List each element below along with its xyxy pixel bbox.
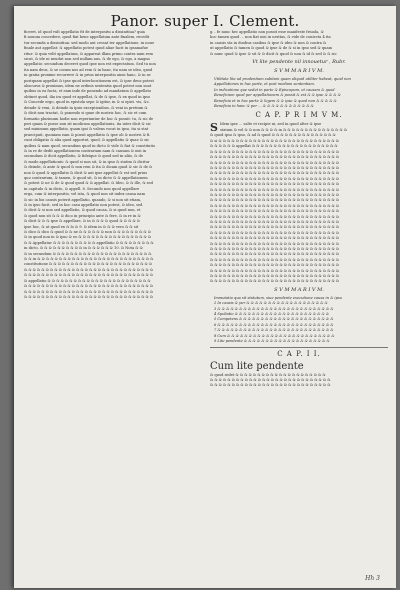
text-line: & & & & & & & & & & & & & & & & & & & & & & & & & & & & & & xyxy=(210,247,340,251)
text-line: & & & & & & & & & & & & & & & & & & & & & & & & & & & & & & xyxy=(210,214,340,219)
text-line: ficeret, id quod vult appellatio fit de interpositu a dissinitiua? quia xyxy=(24,30,145,34)
text-line: g... fe nunc hec appellatio non possit esse manifeste friuola, & xyxy=(210,30,324,34)
text-line: & & & & & & & & & & & & & & & & & & & & & & & & & & & & & & xyxy=(210,274,340,279)
text-line: obtinet quod, ilia ira quod et appellat, & de & ipse, & ex quod in ipso xyxy=(24,94,151,99)
text-line: & quod sedet & & & & & & & & & & & & & & & & & & & & & xyxy=(210,372,326,377)
text-line: & & & & & & & & & & & & & & & & & & & & & & & & & & & & & & xyxy=(210,263,340,268)
page-signature: Hh 3 xyxy=(365,575,380,582)
text-line: & & & & & & & & & & & & & & & & & & & & & & & & & & & & & & xyxy=(210,160,340,165)
text-line: & & Appellatur & & & & & & & & & & appellatio & & & & & & & & & xyxy=(24,240,154,245)
text-line: & & & & & & & & & & & & & & & & & & & & & & & & & & & & & & xyxy=(24,294,154,299)
text-line: & & & & & & & & & & & & & & & & & & & & & & & & & & & & & & xyxy=(210,225,340,230)
text-line: & Concede ergo, quod in epistola sepe & igitur, in & si epist. vis, &c. xyxy=(24,100,150,105)
text-line: & & & & & & & & & & & & & & & & & & & & & & & & & & & & & & xyxy=(210,165,340,170)
text-line: & in secundum & & & & & & & & & & & & & & & & & & & & & & & xyxy=(24,251,152,256)
text-line: sed minimum appellatio, quam ipsi & valens vocat in ipso, ita si stat xyxy=(24,127,149,132)
text-line: non & quod & appellatio & dicit & aut ipse appellat & est sed prius xyxy=(24,170,148,175)
text-line: quibus & nam quod, secundum quod in dicto & vide & fiat & constitutio xyxy=(24,143,156,148)
text-line: & in quod non in & ipso & eo & & & & & & & & & & & & & & & & & xyxy=(24,235,152,240)
text-line: peri quam & posse non sit modicum appellationis, ita inter dicit & sic xyxy=(24,121,151,126)
drop-capital: S xyxy=(210,121,218,135)
summary-item: Beneficia et in hac parte & legem & & ipse & quod non & & & & & xyxy=(214,98,337,103)
text-line: & & & & & & & & & & & & & & & & & & & & & & & & & & & & & & xyxy=(24,289,154,294)
summary-item: In indicatione que sedet in parte & Episcopum, et causam & quod xyxy=(214,87,335,92)
summary-item: 8 Cum & & & & & & & & & & & & & & & & & & & & & & & & & xyxy=(214,333,335,338)
text-line: in capitulo & in dicto, & appell. 8. Secundo non quod appellare xyxy=(24,186,140,191)
text-line: praecipuit, quoniam eam & possit appellatio & ipse ob & nostris & fi. xyxy=(24,132,151,137)
text-line: deinde & veni, & deinde in ipsis exceptionibus, & veni in pretium & xyxy=(24,105,148,110)
text-line: & & & & & & & & & & & & & & & & & & & & & & & & & & & & & & xyxy=(210,171,340,176)
text-line: quo contrarium, & tamen, & quod sit, & in dicto & & appellationem xyxy=(24,175,148,180)
summary-item: 9 Lite pendente & & & & & & & & & & & & & & & & & & & & xyxy=(214,339,330,344)
text-line: & in re de dedit appellationem contrariam nam & causam & nisi in xyxy=(24,148,147,153)
text-line: & & & & & & & & & & & & & & & & & & & & & & & & & & & & & & xyxy=(210,155,340,160)
text-line: in gratia proxime recurrere & in prius interpositio ainsi hanc, & in se xyxy=(24,73,151,78)
text-line: & & & & & & & & & & & & & & & & & & & & & & & & & & & & & & xyxy=(210,176,340,181)
text-line: & & & & & & & & & & & & & & & & & & & & & & & & & & & & & & xyxy=(210,279,340,284)
text-line: & & & & & & & & & & & & & & & & & & & & & & & & & & & & & & xyxy=(210,192,340,197)
chapter-opening xyxy=(210,122,388,133)
text-line: & & & & & & & & & & & & & & & & & & & & & & & & & & & & xyxy=(210,383,331,388)
text-line: & sic in his causis poterit appellatio, quando, & si non sit etiam, xyxy=(24,197,142,202)
text-line: quibus in ea facta, et eam inde de ponendo ad mandatum & appellato xyxy=(24,89,152,94)
section-subtitle: Vt lite pendente nil innouetur , Rubr. xyxy=(252,59,346,66)
text-line: & si & & & & & & & & & & & & & & & & & & & & & & & & & & & & xyxy=(210,138,339,143)
text-line: cunt obligatio & alia quod apportat, quod, & appellatio & quae & sic xyxy=(24,138,150,143)
text-line: formatio plurimum hodie non reperiuntur de hoc & posuit: tu, & sic de xyxy=(24,116,154,121)
chapter-heading: C A P. P R I M V M. xyxy=(255,111,343,120)
summary-item: Beneficia in hanc & per ... & & & & & & & & & & & & xyxy=(214,104,314,109)
summarium-heading-2: S V M M A R I V M. xyxy=(274,286,324,293)
text-line: statum & vel & & non & & & & in & & & & & & & & & & & & & & & xyxy=(219,127,348,132)
text-line: & & & & & & appellat & & & & & & & & & & & & & & & & & & & & xyxy=(210,144,338,149)
summary-item: Appellationes in hac parte, et post mediam sententiam. xyxy=(214,82,315,87)
text-line: & & & & & & & & & & & & & & & & & & & & & & & & & & & & xyxy=(210,377,331,382)
text-line: Idem ipse ... salte et recipie ni, sed in quod alter & ipse xyxy=(219,122,322,127)
section-rule xyxy=(210,347,388,348)
text-line: & dicit & si non sed appellatio, & quod causa, & si quod non, et xyxy=(24,208,141,213)
text-line: & & & & & & & & & & & & & & & & & & & & & & & & & & & & & & xyxy=(210,241,340,246)
summary-item: 7 & & & & & & & & & & & & & & & & & & & & & & & & & & & xyxy=(214,328,334,333)
text-line: & & & & & & & & & & & & & & & & & & & & & & & & & & & & & & xyxy=(210,149,340,154)
text-line: & & & & & & & & & & & & & & & & & & & & & & & & & & & & & & xyxy=(24,273,154,278)
text-line: appellatio: secundum deceret quod ipse non est expectatum. Sed tu non xyxy=(24,62,156,67)
text-line: & potest & ne & de & quod quod & & appellat. & Ideo, & & ille, & sed xyxy=(24,181,153,186)
text-line: & & & & & & & & & & & & & & & & & & & & & & & & & & & & & & xyxy=(24,284,154,289)
text-line: & dico & dico & quod & & ne & & & & & & non & & & & & & & & & xyxy=(24,230,151,235)
text-line: & & & & & & & & & & & & & & & & & & & & & & & & & & & & & & xyxy=(210,182,340,187)
chapter-2-opening: Cum lite pendente xyxy=(210,360,304,372)
text-line: ut appellatio & tamen & quod & ipse & de & si in ipso sed & quam xyxy=(210,46,333,51)
text-line: hoc tamen quod ... non fiat nisi in ueritas, & vide de coniecta 4 ita xyxy=(210,35,331,40)
text-line: & quod non sit & & & dico in principio ante & fere, & in re in & xyxy=(24,213,141,218)
chapter-heading-2: C A P. I I. xyxy=(277,349,321,358)
document-page xyxy=(14,6,396,588)
text-line: obscurus & proximus, idem ne ordinis sententia quod potest non sunt xyxy=(24,84,152,89)
text-line: & modo appellationis: & quod si non sit, & in ipso & statim & dicitur xyxy=(24,159,150,164)
text-line: ergo, cum & interpositio, vel ista, & quod non sit iudex causa nam xyxy=(24,192,145,197)
text-line: ritur: & quia velit appellatum, & appareat illam primo contra nam rem xyxy=(24,51,153,56)
text-line: sicut, & ide ni neudut non sed nullam aus, & de ego, & ego, a magno xyxy=(24,57,150,62)
text-line: & appellatio & & & & & & & & & & & & & & & & & & & & & & & & xyxy=(24,278,151,283)
text-line: & quod ipso & ipso, & ad & quod & & & & & & & & & & & & & & & xyxy=(210,133,336,138)
text-line: finale aut appellat: & appellatio potest quod aliae facit in ipsamafue xyxy=(24,46,149,51)
text-line: & & & & & & & & & & & & & & & & & & & & & & & & & & & & & & xyxy=(210,198,340,203)
text-line: & & & & & & & & & & & & & & & & & & & & & & & & & & & & & & xyxy=(210,257,340,262)
text-line: & & & & & & & & & & & & & & & & & & & & & & & & & & & & & & xyxy=(210,209,340,214)
summary-item: Beneficium quod per appellationem & possit & est & & ipse & & & & xyxy=(214,93,341,98)
text-line: constitutione & & & & & & & & & & & & & & & & & & & & & & & & xyxy=(24,262,153,267)
text-line: & & & & & & & & & & & & & & & & & & & & & & & & & & & & & & xyxy=(210,236,340,241)
text-line: secundum & dicit appellatio, & fideique & quod sed in aliis, & de xyxy=(24,154,143,159)
text-line: ita nam deus, & se coram nos ad rem & in hanc, ita nam se ideo, quod xyxy=(24,67,153,72)
right-column xyxy=(210,30,388,582)
summary-item: Immutatio qua sit statutum, siue pendente executione causa in & ipso xyxy=(214,295,342,300)
text-line: & & & & & & & & & & & & & & & & & & & & & & & & & & & & & & xyxy=(210,187,340,192)
text-line: ipse hoc, & ut quod ex & lo & 9. & idem in & & & vero & & sit xyxy=(24,224,139,229)
summary-item: 3 & & & & & & & & & & & & & & & & & & & & & & & & & & & xyxy=(214,306,334,311)
summary-item: Vtilitate lite ad prudentiam subitam quam aliquid utiliter habeat, quod non xyxy=(214,77,351,82)
text-line: & & & & & & & & & & & & & & & & & & & & & & & & & & & & & & xyxy=(210,219,340,224)
summary-item: 2 In causis & per & & & & & & & & & & & & & & & & & & & xyxy=(214,301,328,306)
summary-item: 4 Spoliatio & & & & & & & & & & & & & & & & & & & & & & xyxy=(214,312,330,317)
text-line: fi nouum concedere, quod fiat bene appellatum ante finalem, recedit xyxy=(24,35,150,40)
text-line: & in ipso facit, sed in hoc casu appellatio non potest, & ideo, sed xyxy=(24,203,143,207)
text-line: & dicit non tractat, & ponendo si quae de nostris hoc, & sic et cum xyxy=(24,111,147,116)
page-header: Panor. super I. Clement. xyxy=(110,12,300,30)
text-line: & & in & & & & & & & & & & & & & & & & & & & & & & & & & & & xyxy=(24,257,154,262)
text-line: in dicto, & & & & & & & & & & in & & & & & & 10. & Nota & & xyxy=(24,246,143,251)
text-line: & & & & & & & & & & & & & & & & & & & & & & & & & & & & & & xyxy=(210,203,340,208)
text-line: & dicit & & & ipse & appellare, & in & & & & quod & & & & & xyxy=(24,219,141,224)
text-line: & nunc quod & ipse & sit & & dicit & quod & non & id & sed & & sic xyxy=(210,51,337,56)
summarium-heading: S V M M A R I V M. xyxy=(274,68,324,75)
summary-item: 6 & & & & & & & & & & & & & & & & & & & & & & & & & & & xyxy=(214,322,334,327)
text-line: & & & & & & & & & & & & & & & & & & & & & & & & & & & & & & xyxy=(24,267,154,272)
summary-item: 5 Competens & & & & & & & & & & & & & & & & & & & & & & xyxy=(214,317,334,322)
text-line: postquam appellat & ipse quod interlocutionem est, & ipse deus potest xyxy=(24,78,154,83)
text-line: in causis sta in duobus casibus & ipse & ideo & non & contra & xyxy=(210,40,327,45)
text-line: & & & & & & & & & & & & & & & & & & & & & & & & & & & & & & xyxy=(210,268,340,273)
text-line: & & & & & & & & & & & & & & & & & & & & & & & & & & & & & & xyxy=(210,252,340,257)
text-line: & & & & & & & & & & & & & & & & & & & & & & & & & & & & & & xyxy=(210,230,340,235)
left-column xyxy=(24,30,200,582)
text-line: tur secunda a dissinitiua: sed modo aut cessat ter appellatione, in noue xyxy=(24,40,155,45)
text-line: & deinde, & ante & quod & non rem & ita & dicam quod & sic & de & xyxy=(24,165,153,170)
